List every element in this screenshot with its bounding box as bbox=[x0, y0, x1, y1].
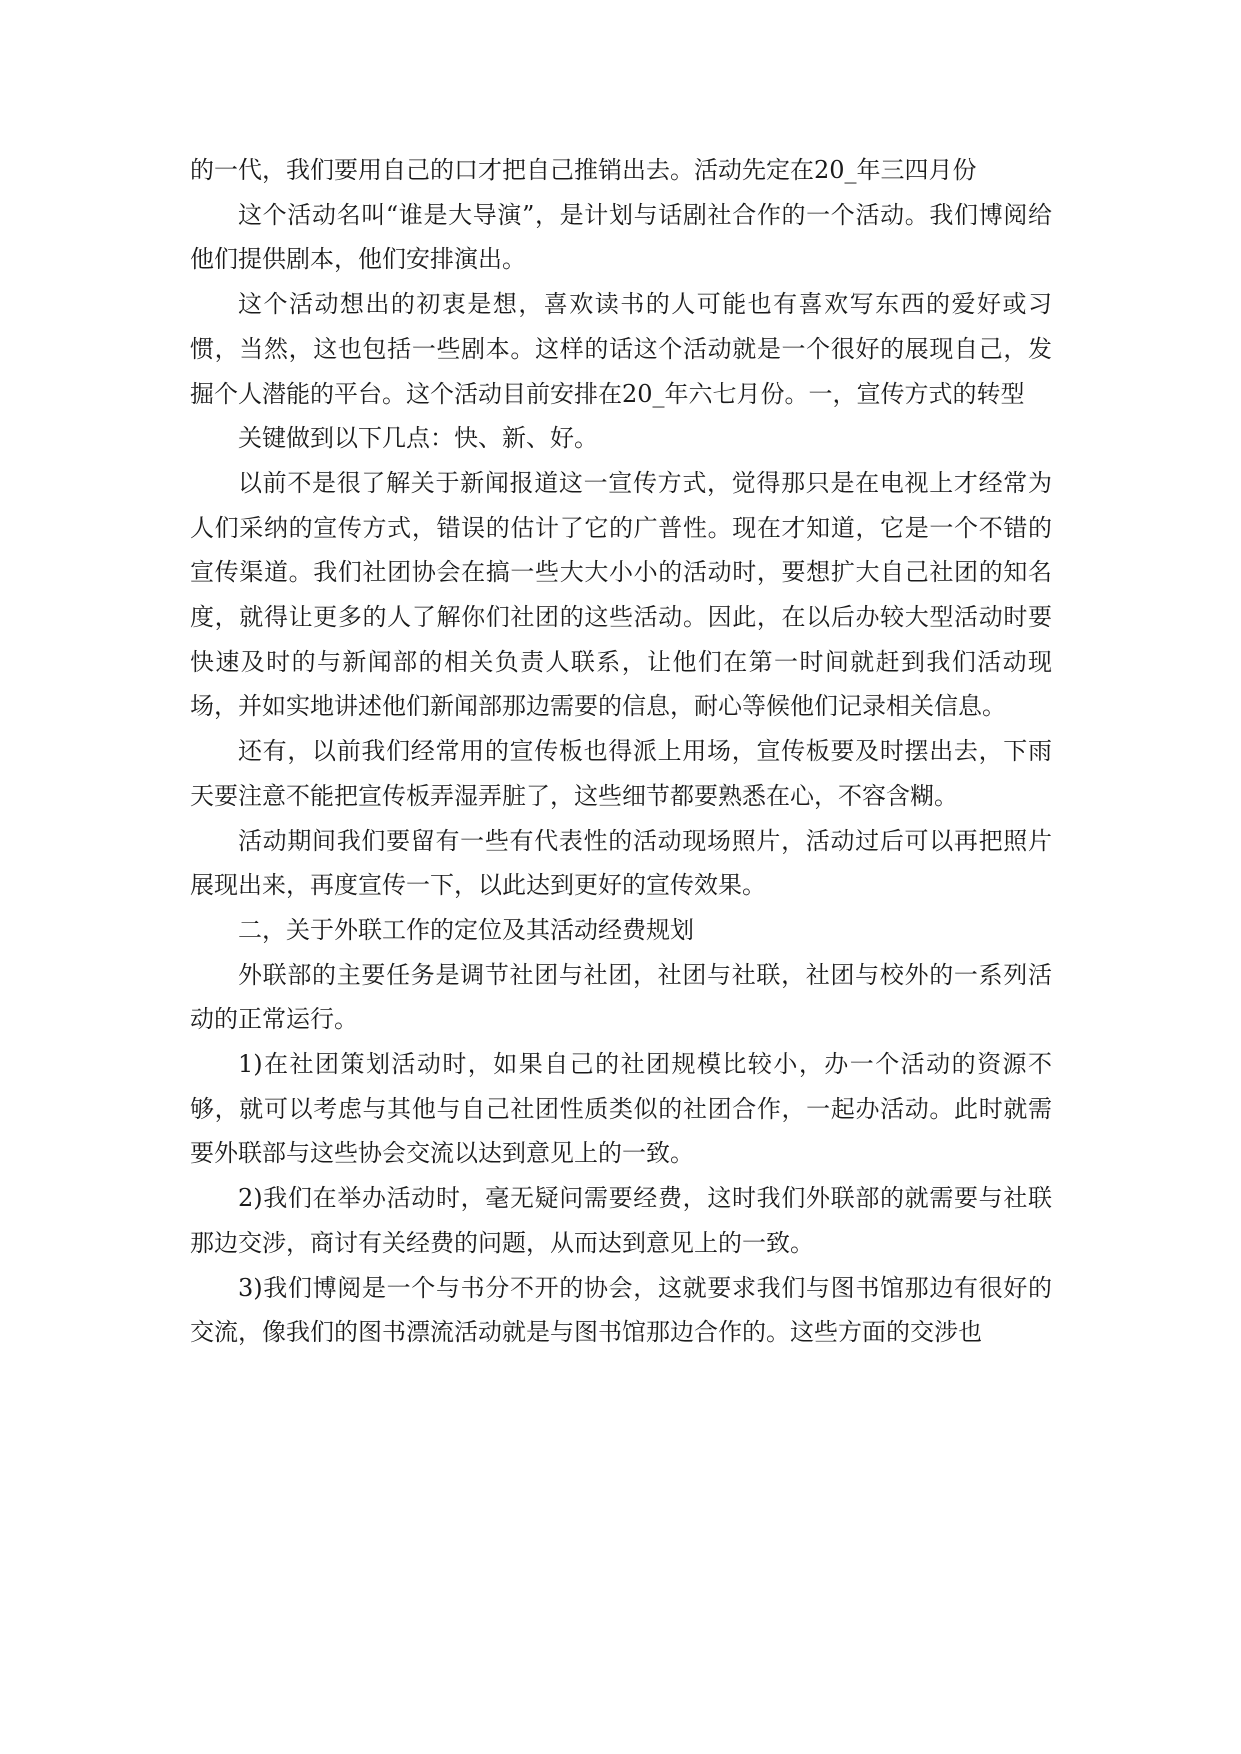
paragraph-7: 活动期间我们要留有一些有代表性的活动现场照片，活动过后可以再把照片展现出来，再度宣传一下，以此达到更好的宣传效果。 bbox=[190, 826, 1052, 900]
paragraph-9: 外联部的主要任务是调节社团与社团，社团与社联，社团与校外的一系列活动的正常运行。 bbox=[190, 960, 1052, 1034]
paragraph-3: 这个活动想出的初衷是想，喜欢读书的人可能也有喜欢写东西的爱好或习惯，当然，这也包括一些剧本。这样的话这个活动就是一个很好的展现自己，发掘个人潜能的平台。这个活动目前安排在20_年六七月份。一，宣传方式的转型 bbox=[190, 290, 1052, 408]
paragraph-6: 还有，以前我们经常用的宣传板也得派上用场，宣传板要及时摆出去，下雨天要注意不能把宣传板弄湿弄脏了，这些细节都要熟悉在心，不容含糊。 bbox=[190, 737, 1052, 810]
list-item-1: 1)在社团策划活动时，如果自己的社团规模比较小，办一个活动的资源不够，就可以考虑与其他与自己社团性质类似的社团合作，一起办活动。此时就需要外联部与这些协会交流以达到意见上的一致。 bbox=[190, 1050, 1052, 1168]
document-body bbox=[190, 148, 1052, 1355]
section-heading-2: 二，关于外联工作的定位及其活动经费规划 bbox=[238, 915, 694, 944]
list-item-2: 2)我们在举办活动时，毫无疑问需要经费，这时我们外联部的就需要与社联那边交涉，商讨有关经费的问题，从而达到意见上的一致。 bbox=[190, 1184, 1052, 1257]
paragraph-5: 以前不是很了解关于新闻报道这一宣传方式，觉得那只是在电视上才经常为人们采纳的宣传方式，错误的估计了它的广普性。现在才知道，它是一个不错的宣传渠道。我们社团协会在搞一些大大小小的活动时，要想扩大自己社团的知名度，就得让更多的人了解你们社团的这些活动。因此，在以后办较大型活动时要快速及时的与新闻部的相关负责人联系，让他们在第一时间就赶到我们活动现场，并如实地讲述他们新闻部那边需要的信息，耐心等候他们记录相关信息。 bbox=[190, 468, 1052, 721]
paragraph-4: 关键做到以下几点：快、新、好。 bbox=[238, 424, 598, 453]
paragraph-1: 的一代，我们要用自己的口才把自己推销出去。活动先定在20_年三四月份 bbox=[190, 156, 977, 184]
list-item-3: 3)我们博阅是一个与书分不开的协会，这就要求我们与图书馆那边有很好的交流，像我们的图书漂流活动就是与图书馆那边合作的。这些方面的交涉也 bbox=[190, 1273, 1052, 1347]
paragraph-2: 这个活动名叫“谁是大导演”，是计划与话剧社合作的一个活动。我们博阅给他们提供剧本，他们安排演出。 bbox=[190, 200, 1052, 274]
